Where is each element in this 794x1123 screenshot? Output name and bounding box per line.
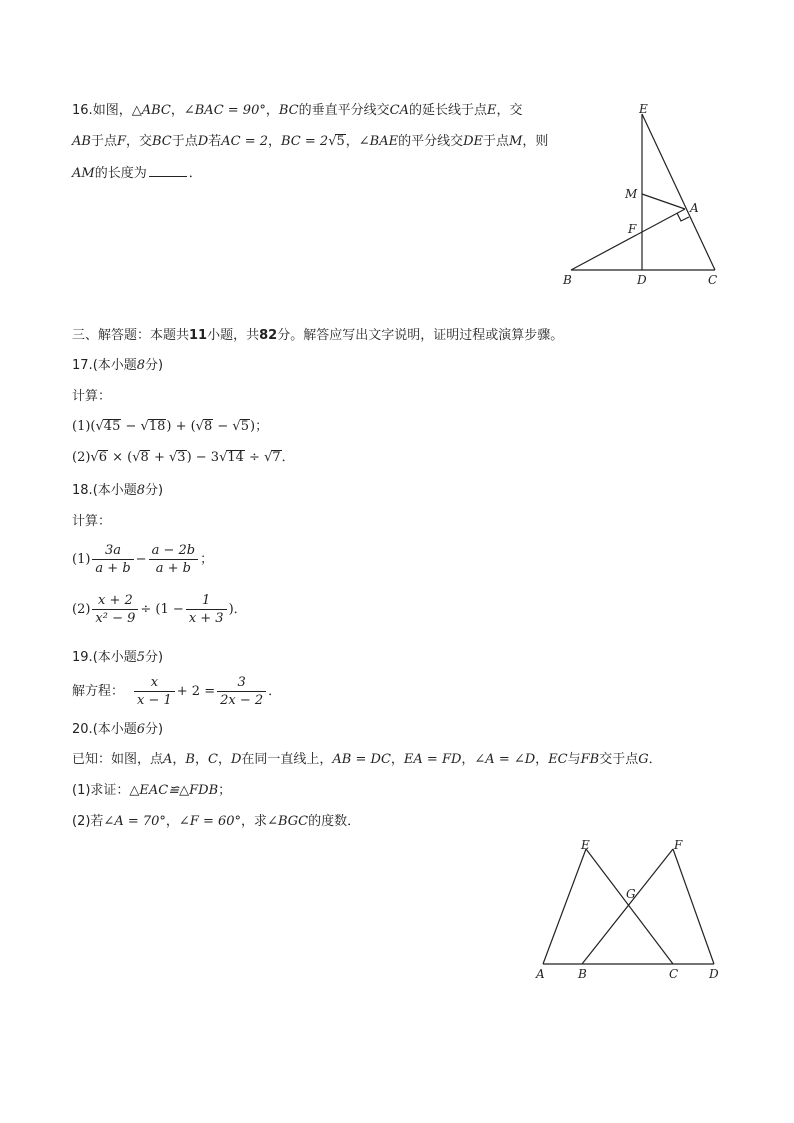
- radicand: 14: [227, 450, 244, 465]
- q20-points: 6: [136, 722, 146, 737]
- q20-math: △EAC≌△FDB: [129, 783, 219, 798]
- denominator: 2x − 2: [220, 693, 264, 708]
- fraction: [92, 592, 138, 627]
- denominator: a + b: [155, 561, 191, 576]
- q16-math: BC: [152, 134, 172, 149]
- fraction: [217, 674, 266, 709]
- math-text: ．: [268, 684, 282, 699]
- q19-header: [72, 649, 163, 667]
- q20-number: 20.: [72, 722, 93, 737]
- q16-text: 于点: [90, 134, 117, 149]
- q20-text: ．: [648, 752, 662, 767]
- q16-text: 如图，: [92, 103, 132, 118]
- segment-ae: [543, 849, 586, 964]
- q20-text: ，: [390, 752, 404, 767]
- q16-text: 的平分线交: [398, 134, 464, 149]
- section-text: 三、解答题：本题共: [72, 328, 190, 343]
- segment-ba: [571, 209, 685, 270]
- q20-math: ∠A = ∠D: [474, 752, 536, 767]
- q20-text: ，: [165, 814, 179, 829]
- q18-points: 8: [136, 483, 146, 498]
- answer-blank: [149, 164, 187, 177]
- label-g: G: [626, 887, 636, 901]
- right-angle-mark: [677, 213, 689, 221]
- q17-instruction: 计算：: [72, 389, 112, 404]
- section-text: 小题，共: [207, 328, 260, 343]
- q16-line-1: [72, 102, 523, 120]
- numerator: x + 2: [92, 592, 138, 610]
- q18-header-text: (本小题: [92, 483, 137, 498]
- label-d: D: [709, 967, 719, 981]
- q16-math: △ABC: [131, 103, 171, 118]
- q16-text: 的延长线于点: [408, 103, 487, 118]
- radicand: 5: [240, 419, 249, 434]
- q20-math: ∠A = 70°: [103, 814, 166, 829]
- radicand: 18: [148, 419, 166, 434]
- part-label: (1): [72, 419, 91, 434]
- q20-math: EC: [548, 752, 568, 767]
- q20-math: A: [163, 752, 173, 767]
- label-m: M: [625, 187, 638, 201]
- math-text: −: [213, 419, 233, 434]
- section-count: 11: [189, 328, 208, 343]
- radicand: 7: [272, 450, 281, 465]
- q20-text: 交于点: [599, 752, 639, 767]
- part-label: (1)求证：: [72, 783, 130, 798]
- math-text: ) + (: [166, 419, 196, 434]
- segment-ec: [642, 114, 715, 270]
- q20-math: FB: [580, 752, 600, 767]
- q16-math: DE: [463, 134, 484, 149]
- math-text: ÷: [244, 450, 265, 465]
- q18-header-text: 分): [145, 483, 164, 498]
- label-f: F: [674, 838, 683, 852]
- q16-text: 的长度为: [94, 166, 147, 181]
- math-text: ) − 3: [186, 450, 220, 465]
- q19-equation: [72, 672, 281, 712]
- q17-part-1: (1)(√45 − √18) + (√8 − √5)；: [72, 419, 269, 434]
- q18-header: [72, 482, 163, 500]
- operator: + 2 =: [176, 684, 216, 699]
- denominator: x² − 9: [95, 611, 136, 626]
- denominator: x + 3: [188, 611, 224, 626]
- q20-math: G: [638, 752, 649, 767]
- numerator: 1: [186, 592, 227, 610]
- label-a: A: [536, 967, 545, 981]
- q20-text: ，: [535, 752, 549, 767]
- label-e: E: [639, 102, 648, 116]
- q20-text: ；: [218, 783, 232, 798]
- q16-text: 于点: [483, 134, 510, 149]
- q16-math: AM: [72, 166, 95, 181]
- q17-number: 17.: [72, 358, 93, 373]
- numerator: 3: [217, 674, 266, 692]
- numerator: 3a: [92, 542, 133, 560]
- q16-text: ，交: [126, 134, 153, 149]
- q18-number: 18.: [72, 483, 93, 498]
- math-text: ；: [200, 552, 214, 567]
- q20-text: ，求: [241, 814, 268, 829]
- operator: −: [135, 552, 147, 567]
- radicand: 8: [203, 419, 213, 434]
- q16-text: ，交: [496, 103, 523, 118]
- q20-part-1: [72, 782, 231, 800]
- instruction: 解方程：: [72, 684, 125, 699]
- q16-math: E: [486, 103, 497, 118]
- q17-header: [72, 357, 163, 375]
- q20-statement: [72, 751, 662, 769]
- q16-text: 于点: [171, 134, 198, 149]
- q16-math: ∠BAE: [358, 134, 399, 149]
- q16-text: ，: [170, 103, 184, 118]
- q16-text: ，则: [522, 134, 549, 149]
- q16-text: ，: [345, 134, 359, 149]
- label-c: C: [669, 967, 679, 981]
- fraction: [186, 592, 227, 627]
- math-text: )；: [250, 419, 269, 434]
- q18-part-1: [72, 540, 213, 580]
- q18-part-2: [72, 590, 247, 630]
- q19-header-text: 分): [145, 650, 164, 665]
- q16-text: 若: [208, 134, 222, 149]
- q16-radicand: 5: [336, 134, 345, 149]
- part-label: (2): [72, 450, 91, 465]
- q16-math: BC = 2: [281, 134, 329, 149]
- q16-line-3: [72, 164, 202, 183]
- operator: ÷ (1 −: [140, 602, 184, 617]
- part-label: (2): [72, 602, 91, 617]
- fraction: [149, 542, 199, 577]
- denominator: a + b: [95, 561, 131, 576]
- radicand: 6: [98, 450, 107, 465]
- section-3-heading: [72, 327, 563, 345]
- part-label: (1): [72, 552, 91, 567]
- label-d: D: [637, 273, 647, 287]
- q17-points: 8: [136, 358, 146, 373]
- q19-number: 19.: [72, 650, 93, 665]
- label-c: C: [708, 273, 718, 287]
- q16-math: AC = 2: [221, 134, 268, 149]
- q20-text: 的度数．: [308, 814, 361, 829]
- q20-math: EA = FD: [403, 752, 462, 767]
- q20-header: [72, 721, 163, 739]
- q17-part-2: (2)√6 × (√8 + √3) − 3√14 ÷ √7．: [72, 450, 295, 465]
- q20-text: 与: [567, 752, 581, 767]
- q16-figure: [555, 96, 735, 296]
- label-b: B: [578, 967, 587, 981]
- label-f: F: [628, 222, 637, 236]
- section-text: 分。解答应写出文字说明，证明过程或演算步骤。: [277, 328, 564, 343]
- math-text: (: [90, 419, 96, 434]
- fraction: [92, 542, 133, 577]
- numerator: x: [134, 674, 175, 692]
- q16-math: D: [197, 134, 209, 149]
- math-text: −: [121, 419, 141, 434]
- section-points: 82: [259, 328, 278, 343]
- q16-math: F: [116, 134, 126, 149]
- label-a: A: [690, 201, 699, 215]
- q16-line-2: [72, 133, 548, 151]
- q17-header-text: (本小题: [92, 358, 137, 373]
- math-text: ．: [281, 450, 295, 465]
- q20-part-2: [72, 813, 360, 831]
- denominator: x − 1: [137, 693, 172, 708]
- math-text: )．: [228, 602, 247, 617]
- q16-math: ∠BAC = 90°: [183, 103, 266, 118]
- radicand: 3: [177, 450, 186, 465]
- q20-text: ，: [172, 752, 186, 767]
- q20-text: ，: [194, 752, 208, 767]
- q16-text: 的垂直平分线交: [298, 103, 390, 118]
- q18-instruction: 计算：: [72, 514, 112, 529]
- q20-math: ∠F = 60°: [178, 814, 242, 829]
- q20-text: 在同一直线上，: [241, 752, 333, 767]
- q20-header-text: 分): [145, 722, 164, 737]
- fraction: [134, 674, 175, 709]
- q20-math: C: [208, 752, 218, 767]
- label-b: B: [563, 273, 572, 287]
- radicand: 45: [103, 419, 121, 434]
- q20-text: 已知：如图，点: [72, 752, 164, 767]
- sqrt-sign: √: [328, 134, 337, 149]
- math-text: +: [149, 450, 169, 465]
- segment-df: [673, 849, 714, 964]
- q16-text: ，: [265, 103, 279, 118]
- q20-text: ，: [217, 752, 231, 767]
- q17-header-text: 分): [145, 358, 164, 373]
- q20-text: ，: [461, 752, 475, 767]
- q20-math: ∠BGC: [267, 814, 309, 829]
- q20-math: AB = DC: [332, 752, 391, 767]
- q16-math: AB: [72, 134, 91, 149]
- part-label: (2)若: [72, 814, 104, 829]
- numerator: a − 2b: [149, 542, 199, 560]
- q16-number: 16.: [72, 103, 93, 118]
- q16-math: M: [509, 134, 523, 149]
- segment-am: [642, 194, 685, 209]
- q16-text: ．: [188, 166, 202, 181]
- q20-math: B: [185, 752, 195, 767]
- label-e: E: [581, 838, 590, 852]
- q19-points: 5: [136, 650, 146, 665]
- q16-math: BC: [278, 103, 299, 118]
- radicand: 8: [140, 450, 149, 465]
- q19-header-text: (本小题: [92, 650, 137, 665]
- q20-figure: [530, 835, 730, 985]
- q20-header-text: (本小题: [92, 722, 137, 737]
- q20-math: D: [230, 752, 242, 767]
- q16-text: ，: [268, 134, 282, 149]
- q16-math: CA: [389, 103, 409, 118]
- math-text: × (: [108, 450, 133, 465]
